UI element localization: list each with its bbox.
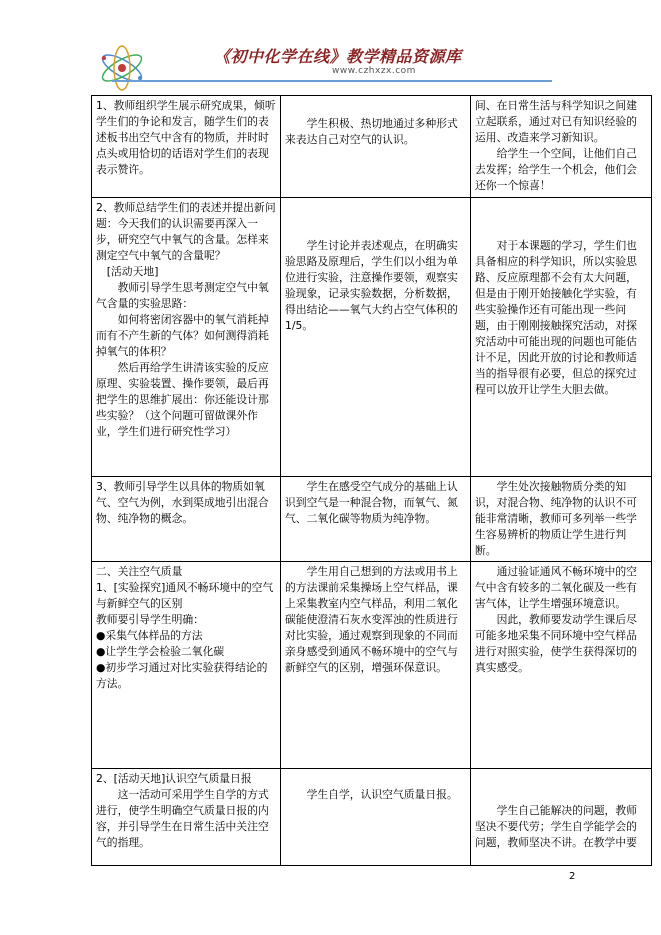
student-cell xyxy=(281,198,471,477)
page-number: 2 xyxy=(569,871,576,882)
table-row xyxy=(92,562,652,769)
teacher-cell xyxy=(92,477,281,562)
section-heading: 二、关注空气质量 xyxy=(96,565,183,578)
student-text: 学生在感受空气成分的基础上认识到空气是一种混合物，而氧气、氮气、二氧化碳等物质为纯净物。 xyxy=(285,480,458,525)
teacher-text: 1、教师组织学生展示研究成果，倾听学生们的争论和发言，随学生们的表述板书出空气中含有的物质，并时时点头或用恰切的话语对学生们的表现表示赞许。 xyxy=(96,99,276,176)
notes-text: 因此，教师要发动学生课后尽可能多地采集不同环境中空气样品进行对照实验，使学生获得深切的真实感受。 xyxy=(475,613,637,674)
notes-cell xyxy=(471,96,652,198)
student-text: 学生讨论并表述观点，在明确实验思路及原理后，学生们以小组为单位进行实验，注意操作要领，观察实验现象，记录实验数据，分析数据，得出结论——氧气大约占空气体积的1/5。 xyxy=(285,239,458,332)
notes-text: 对于本课题的学习，学生们也具备相应的科学知识，所以实验思路、反应原理都不会有太大问题，但是由于刚开始接触化学实验，有些实验操作还有可能出现一些问题，由于刚刚接触探究活动，对探究活动中可能出现的问题也可能估计不足，因此开放的讨论和教师适当的指导很有必要，但总的探究过程可以放开让学生大胆去做。 xyxy=(475,239,637,396)
banner-divider xyxy=(112,80,552,82)
header-banner xyxy=(92,42,572,92)
notes-cell xyxy=(471,477,652,562)
student-text: 学生积极、热切地通过多种形式来表达自己对空气的认识。 xyxy=(285,117,458,146)
student-text: 学生自学，认识空气质量日报。 xyxy=(306,788,458,801)
atom-logo-icon xyxy=(92,42,152,92)
banner-title: 《初中化学在线》教学精品资源库 xyxy=(214,47,462,66)
teacher-text: 2、教师总结学生们的表述并提出新问题：今天我们的认识需要再深入一步，研究空气中氧气的含量。怎样来测定空气中氧气的含量呢？ xyxy=(96,201,276,262)
student-cell xyxy=(281,96,471,198)
teacher-text: 1、[实验探究]通风不畅环境中的空气与新鲜空气的区别 xyxy=(96,581,274,610)
teacher-cell xyxy=(92,198,281,477)
notes-cell xyxy=(471,198,652,477)
bullet-item: ●采集气体样品的方法 xyxy=(96,629,203,642)
notes-text: 通过验证通风不畅环境中的空气中含有较多的二氧化碳及一些有害气体，让学生增强环境意识。 xyxy=(475,565,637,610)
teacher-text: 2、[活动天地]认识空气质量日报 xyxy=(96,772,252,785)
student-text: 学生用自己想到的方法或用书上的方法课前采集操场上空气样品，课上采集教室内空气样品，利用二氧化碳能使澄清石灰水变浑浊的性质进行对比实验，通过观察到现象的不同而亲身感受到通风不畅环境中的空气与新鲜空气的区别，增强环保意识。 xyxy=(285,565,458,674)
teacher-cell xyxy=(92,96,281,198)
notes-text: 间、在日常生活与科学知识之间建立起联系，通过对已有知识经验的运用、改造来学习新知识。 xyxy=(475,99,637,144)
table-row xyxy=(92,96,652,198)
activity-heading: [活动天地] xyxy=(106,265,159,278)
teacher-text: 这一活动可采用学生自学的方式进行，使学生明确空气质量日报的内容，并引导学生在日常生活中关注空气的指理。 xyxy=(96,788,269,849)
table-row xyxy=(92,477,652,562)
notes-cell xyxy=(471,562,652,769)
teacher-text: 教师要引导学生明确： xyxy=(96,613,204,626)
notes-cell xyxy=(471,769,652,866)
notes-text: 学生自己能解决的问题，教师坚决不要代劳；学生自学能学会的问题，教师坚决不讲。在教学中要 xyxy=(475,804,637,849)
student-cell xyxy=(281,562,471,769)
teacher-text: 然后再给学生讲清该实验的反应原理、实验装置、操作要领，最后再把学生的思维扩展出：你还能设计那些实验？（这个问题可留做课外作业，学生们进行研究性学习） xyxy=(96,361,269,438)
table-row xyxy=(92,769,652,866)
notes-text: 给学生一个空间，让他们自己去发挥；给学生一个机会，他们会还你一个惊喜！ xyxy=(475,147,637,192)
banner-url: www.czhxzx.com xyxy=(332,66,416,76)
bullet-item: ●初步学习通过对比实验获得结论的方法。 xyxy=(96,661,268,690)
teacher-text: 3、教师引导学生以具体的物质如氧气、空气为例，水到渠成地引出混合物、纯净物的概念。 xyxy=(96,480,269,525)
notes-text: 学生处次接触物质分类的知识，对混合物、纯净物的认识不可能非常清晰，教师可多列举一些学生容易辨析的物质让学生进行判断。 xyxy=(475,480,637,557)
bullet-item: ●让学生学会检验二氧化碳 xyxy=(96,645,225,658)
teacher-cell xyxy=(92,769,281,866)
student-cell xyxy=(281,477,471,562)
table-row xyxy=(92,198,652,477)
lesson-table xyxy=(91,95,652,866)
teacher-text: 教师引导学生思考测定空气中氧气含量的实验思路： xyxy=(96,281,269,310)
teacher-cell xyxy=(92,562,281,769)
student-cell xyxy=(281,769,471,866)
teacher-text: 如何将密闭容器中的氧气消耗掉而有不产生新的气体？如何测得消耗掉氧气的体积？ xyxy=(96,313,269,358)
